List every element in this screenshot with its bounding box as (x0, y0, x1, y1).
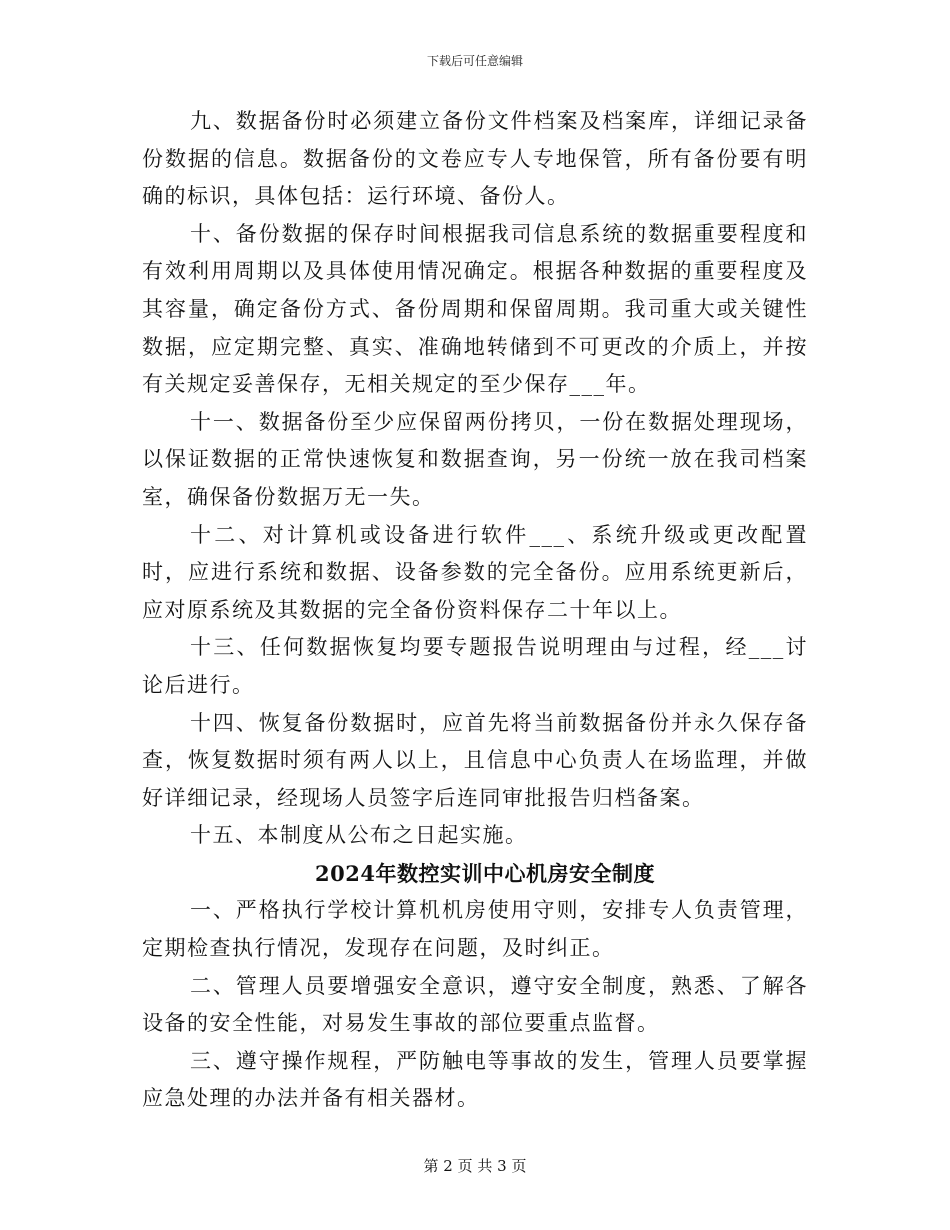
paragraph-9: 九、数据备份时必须建立备份文件档案及档案库，详细记录备份数据的信息。数据备份的文卷应专人专地保管，所有备份要有明确的标识，具体包括：运行环境、备份人。 (142, 109, 808, 209)
page-header: 下载后可任意编辑 (426, 54, 523, 68)
paragraph-10: 十、备份数据的保存时间根据我司信息系统的数据重要程度和有效利用周期以及具体使用情况确定。根据各种数据的重要程度及其容量，确定备份方式、备份周期和保留周期。我司重大或关键性数据，应定期完整、真实、准确地转储到不可更改的介质上，并按有关规定妥善保存，无相关规定的至少保存___年。 (142, 221, 808, 397)
rule-2: 二、管理人员要增强安全意识，遵守安全制度，熟悉、了解各设备的安全性能，对易发生事故的部位要重点监督。 (142, 973, 808, 1036)
page-number: 第 2 页 共 3 页 (423, 1157, 527, 1175)
paragraph-15: 十五、本制度从公布之日起实施。 (190, 823, 528, 848)
paragraph-12: 十二、对计算机或设备进行软件___、系统升级或更改配置时，应进行系统和数据、设备参数的完全备份。应用系统更新后，应对原系统及其数据的完全备份资料保存二十年以上。 (142, 522, 808, 622)
section-title: 2024年数控实训中心机房安全制度 (315, 860, 655, 886)
paragraph-11: 十一、数据备份至少应保留两份拷贝，一份在数据处理现场，以保证数据的正常快速恢复和数据查询，另一份统一放在我司档案室，确保备份数据万无一失。 (142, 409, 808, 509)
rule-1: 一、严格执行学校计算机机房使用守则，安排专人负责管理，定期检查执行情况，发现存在问题，及时纠正。 (142, 898, 808, 961)
rule-3: 三、遵守操作规程，严防触电等事故的发生，管理人员要掌握应急处理的办法并备有相关器材。 (142, 1048, 808, 1111)
document-body (142, 103, 808, 1118)
paragraph-14: 十四、恢复备份数据时，应首先将当前数据备份并永久保存备查，恢复数据时须有两人以上，且信息中心负责人在场监理，并做好详细记录，经现场人员签字后连同审批报告归档备案。 (142, 710, 808, 810)
paragraph-13: 十三、任何数据恢复均要专题报告说明理由与过程，经___讨论后进行。 (142, 635, 808, 697)
